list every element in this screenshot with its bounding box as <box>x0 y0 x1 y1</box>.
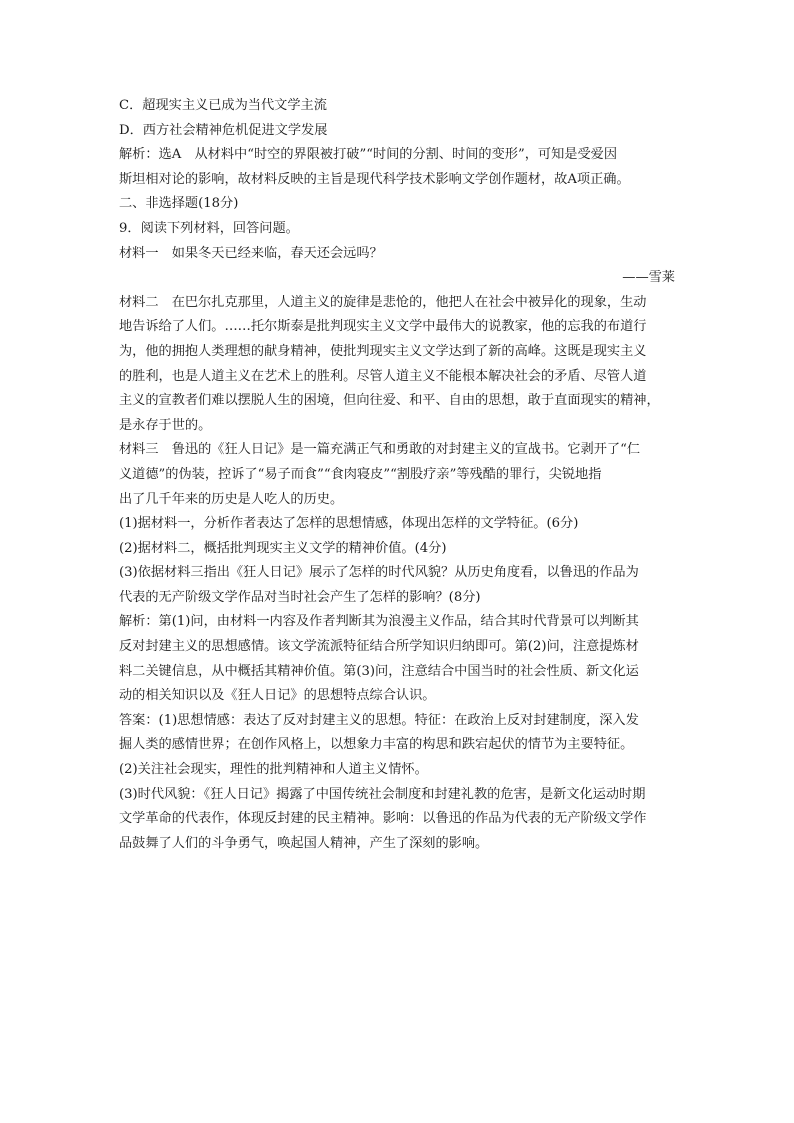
material-three-line: 出了几千年来的历史是人吃人的历史。 <box>119 491 344 507</box>
material-two-line: 是永存于世的。 <box>119 417 212 433</box>
document-page <box>119 94 675 856</box>
analysis-line: 斯坦相对论的影响，故材料反映的主旨是现代科学技术影响文学创作题材，故A项正确。 <box>119 171 630 187</box>
answer-line: 答案：(1)思想情感：表达了反对封建主义的思想。特征：在政治上反对封建制度，深入发 <box>119 712 639 728</box>
answer-line: (3)时代风貌：《狂人日记》揭露了中国传统社会制度和封建礼教的危害，是新文化运动时期 <box>119 786 646 802</box>
option-d: D．西方社会精神危机促进文学发展 <box>119 122 328 138</box>
section-heading: 二、非选择题(18分) <box>119 196 239 212</box>
material-two-line: 主义的宣教者们难以摆脱人生的困境，但向往爱、和平、自由的思想，敢于直面现实的精神， <box>119 393 660 409</box>
material-three-line: 义道德”的伪装，控诉了“易子而食”“食肉寝皮”“割股疗亲”等残酷的罪行，尖锐地指 <box>119 466 602 482</box>
material-two-line: 的胜利，也是人道主义在艺术上的胜利。尽管人道主义不能根本解决社会的矛盾、尽管人道 <box>119 368 647 384</box>
analysis-line: 解析：选A 从材料中“时空的界限被打破”“时间的分割、时间的变形”，可知是受爱因 <box>119 147 618 163</box>
analysis-line: 反对封建主义的思想感情。该文学流派特征结合所学知识归纳即可。第(2)问，注意提炼材 <box>119 639 639 655</box>
material-two-line: 为，他的拥抱人类理想的献身精神，使批判现实主义文学达到了新的高峰。这既是现实主义 <box>119 343 647 359</box>
answer-line: (2)关注社会现实，理性的批判精神和人道主义情怀。 <box>119 762 428 778</box>
analysis-line: 动的相关知识以及《狂人日记》的思想特点综合认识。 <box>119 688 436 704</box>
material-two-line: 地告诉给了人们。……托尔斯泰是批判现实主义文学中最伟大的说教家，他的忘我的布道行 <box>119 319 647 335</box>
material-one: 材料一 如果冬天已经来临，春天还会远吗？ <box>119 245 383 261</box>
sub-question-1: (1)据材料一，分析作者表达了怎样的思想情感，体现出怎样的文学特征。(6分) <box>119 516 579 532</box>
sub-question-3: (3)依据材料三指出《狂人日记》展示了怎样的时代风貌？从历史角度看，以鲁迅的作品为 <box>119 565 639 581</box>
material-three-line: 材料三 鲁迅的《狂人日记》是一篇充满正气和勇敢的对封建主义的宣战书。它剥开了“仁 <box>119 442 641 458</box>
analysis-line: 料二关键信息，从中概括其精神价值。第(3)问，注意结合中国当时的社会性质、新文化运 <box>119 663 639 679</box>
material-two-line: 材料二 在巴尔扎克那里，人道主义的旋律是悲怆的，他把人在社会中被异化的现象，生动 <box>119 294 647 310</box>
answer-line: 掘人类的感情世界；在创作风格上，以想象力丰富的构思和跌宕起伏的情节为主要特征。 <box>119 737 634 753</box>
sub-question-3: 代表的无产阶级文学作品对当时社会产生了怎样的影响？(8分) <box>119 589 481 605</box>
sub-question-2: (2)据材料二，概括批判现实主义文学的精神价值。(4分) <box>119 540 447 556</box>
answer-line: 品鼓舞了人们的斗争勇气，唤起国人精神，产生了深刻的影响。 <box>119 835 489 851</box>
answer-line: 文学革命的代表作，体现反封建的民主精神。影响：以鲁迅的作品为代表的无产阶级文学作 <box>119 811 647 827</box>
question-stem: 9．阅读下列材料，回答问题。 <box>119 220 299 236</box>
material-one-author: ——雪莱 <box>622 270 675 286</box>
analysis-line: 解析：第(1)问，由材料一内容及作者判断其为浪漫主义作品，结合其时代背景可以判断其 <box>119 614 639 630</box>
option-c: C．超现实主义已成为当代文学主流 <box>119 98 327 113</box>
